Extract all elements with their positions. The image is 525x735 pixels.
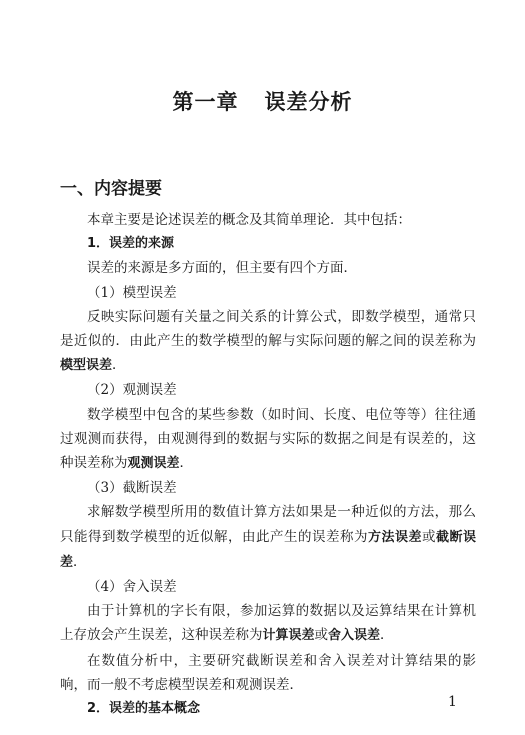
item1-heading: 1．误差的来源 bbox=[87, 236, 175, 252]
sub3-heading: （3）截断误差 bbox=[87, 480, 177, 497]
sub3-paragraph bbox=[60, 500, 476, 575]
sub3-text-a: 求解数学模型所用的数值计算方法如果是一种近似的方法，那么只能得到数学模型的近似解，由此产生的误差称为 bbox=[60, 504, 476, 545]
sub4-term-computation: 计算误差 bbox=[262, 628, 315, 644]
item2-heading: 2．误差的基本概念 bbox=[87, 701, 201, 717]
sub2-text-b: ． bbox=[179, 455, 194, 472]
sub2-text-a: 数学模型中包含的某些参数（如时间、长度、电位等等）往往通过观测而获得，由观测得到的数据与实际的数据之间是有误差的，这种误差称为 bbox=[60, 406, 476, 472]
summary-paragraph: 在数值分析中，主要研究截断误差和舍入误差对计算结果的影响，而一般不考虑模型误差和观测误差． bbox=[60, 652, 476, 693]
sub4-text-or: 或 bbox=[314, 627, 329, 644]
sub3-text-b: ． bbox=[73, 553, 87, 570]
sub3-term-truncation: 截断误差 bbox=[60, 529, 476, 570]
sub1-term: 模型误差 bbox=[60, 358, 113, 374]
page-number: 1 bbox=[448, 694, 457, 710]
chapter-number: 第一章 bbox=[172, 90, 239, 114]
intro-paragraph: 本章主要是论述误差的概念及其简单理论．其中包括： bbox=[87, 212, 411, 228]
sub4-heading: （4）舍入误差 bbox=[87, 579, 177, 596]
section-heading: 一、内容提要 bbox=[60, 179, 162, 199]
sub4-text-b: ． bbox=[380, 627, 394, 644]
sub3-text-or: 或 bbox=[421, 528, 436, 545]
sub1-paragraph bbox=[60, 305, 476, 379]
sub2-heading: （2）观测误差 bbox=[87, 382, 177, 399]
sub3-term-method: 方法误差 bbox=[367, 529, 422, 545]
sub2-term: 观测误差 bbox=[127, 456, 180, 472]
chapter-name: 误差分析 bbox=[264, 90, 353, 114]
sub1-text-b: ． bbox=[112, 357, 126, 374]
sub1-heading: （1）模型误差 bbox=[87, 284, 177, 301]
chapter-title bbox=[0, 86, 525, 116]
body-text bbox=[60, 208, 476, 721]
sub4-paragraph bbox=[60, 599, 476, 648]
sub2-paragraph bbox=[60, 403, 476, 477]
sub1-text-a: 反映实际问题有关量之间关系的计算公式，即数学模型，通常只是近似的．由此产生的数学模型的解与实际问题的解之间的误差称为 bbox=[60, 308, 476, 350]
sub4-text-a: 由于计算机的字长有限，参加运算的数据以及运算结果在计算机上存放会产生误差，这种误差称为 bbox=[60, 603, 476, 644]
sub4-term-rounding: 舍入误差 bbox=[328, 628, 381, 644]
item1-paragraph: 误差的来源是多方面的，但主要有四个方面． bbox=[87, 260, 357, 277]
